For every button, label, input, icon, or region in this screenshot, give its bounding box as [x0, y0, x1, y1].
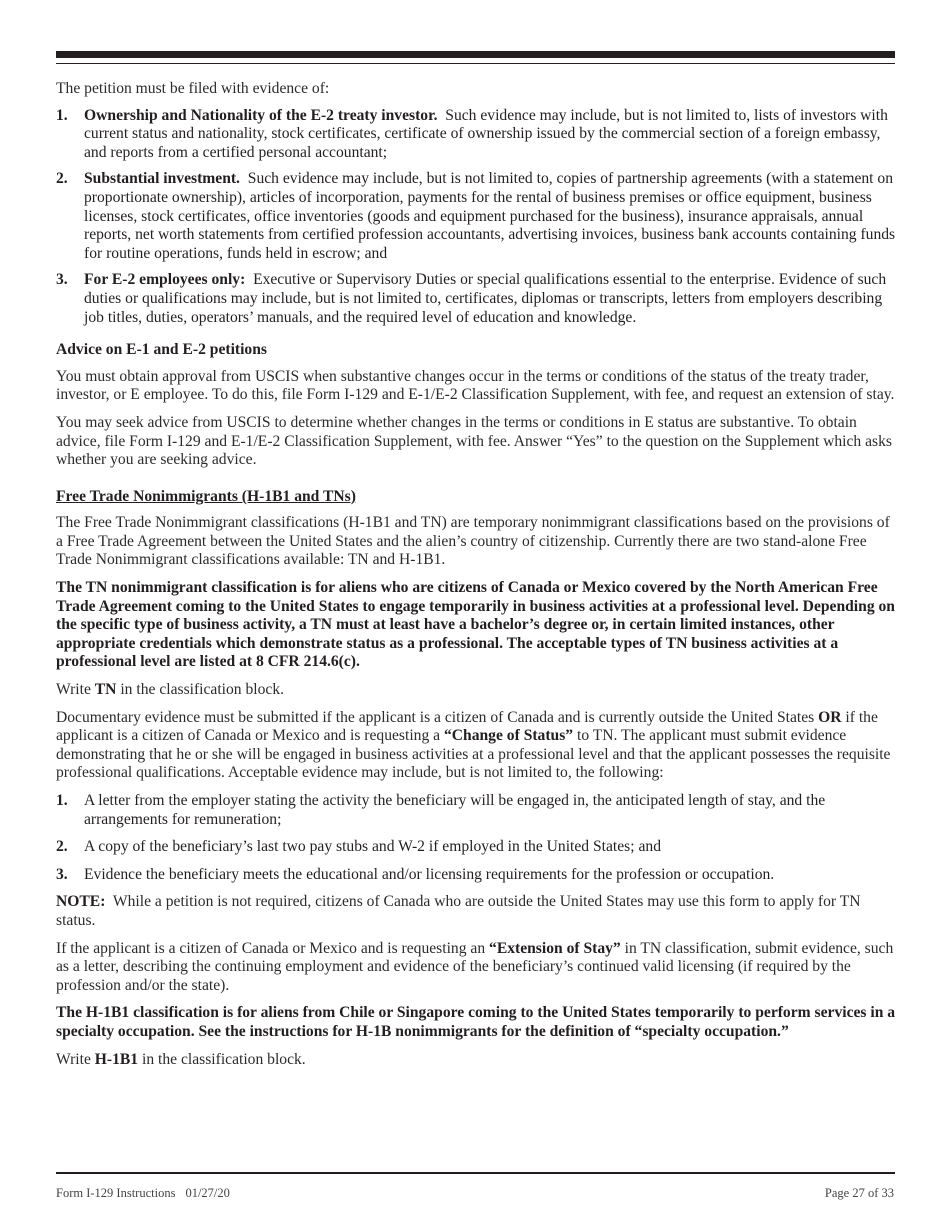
- footer-form-info: [56, 1186, 230, 1201]
- extension-of-stay-emphasis: “Extension of Stay”: [489, 939, 621, 957]
- note-paragraph: NOTE: While a petition is not required, citizens of Canada who are outside the United States may use this form to apply for TN status.: [56, 893, 865, 929]
- h1b1-bold-paragraph: The H-1B1 classification is for aliens from Chile or Singapore coming to the United States temporarily to perform services in a specialty occupation. See the instructions for H-1B nonimmigrants for the definition of “specialty occupation.”: [56, 1004, 896, 1040]
- ftn-heading: Free Trade Nonimmigrants (H-1B1 and TNs): [56, 487, 356, 505]
- list-number: 1.: [56, 792, 68, 809]
- extension-paragraph: If the applicant is a citizen of Canada or Mexico and is requesting an “Extension of Stay” in TN classification, submit evidence, such as a letter, describing the continuing employment and evidence of the beneficiary’s continued valid licensing (if required by the profession and/or the state).: [56, 939, 894, 994]
- footer-page-number: Page 27 of 33: [824, 1186, 894, 1200]
- footer-date: 01/27/20: [185, 1186, 230, 1200]
- footer-rule: [56, 1172, 895, 1174]
- advice-paragraph-2: You may seek advice from USCIS to determine whether changes in the terms or conditions in E status are substantive. To obtain advice, file Form I-129 and E-1/E-2 Classification Supplement, with fee. Answer “Yes” to the question on the Supplement which asks whether you are seeking advice.: [56, 413, 892, 469]
- list-item-text: Such evidence may include, but is not limited to, lists of investors with current status and nationality, stock certificates, certificate of ownership issued by the commercial section of a foreign embassy, and reports from a certified personal accountant;: [84, 106, 888, 161]
- list-item: [56, 271, 896, 327]
- list-item-text: Such evidence may include, but is not limited to, copies of partnership agreements (with a statement on proportionate ownership), articles of incorporation, payments for the rental of business premises or office equipment, business licenses, stock certificates, office inventories (goods and equipment purchased for the business), insurance appraisals, annual reports, net worth statements from certified profession accountants, advertising invoices, business bank accounts containing funds for routine operations, funds held in escrow; and: [84, 170, 896, 262]
- write-tn-instruction: Write TN in the classification block.: [56, 681, 285, 699]
- h1b1-code: H-1B1: [94, 1050, 139, 1068]
- tn-evidence-list: [56, 792, 896, 884]
- tn-code: TN: [94, 681, 117, 699]
- list-number: 2.: [56, 838, 68, 856]
- list-item-text: A copy of the beneficiary’s last two pay stubs and W-2 if employed in the United States; and: [84, 838, 661, 856]
- list-number: 2.: [56, 170, 68, 188]
- advice-heading: Advice on E-1 and E-2 petitions: [56, 341, 267, 359]
- evidence-list: [56, 107, 896, 328]
- intro-text: The petition must be filed with evidence of:: [56, 80, 330, 97]
- list-number: 3.: [56, 271, 68, 289]
- advice-paragraph-1: You must obtain approval from USCIS when substantive changes occur in the terms or conditions of the status of the treaty trader, investor, or E employee. To do this, file Form I-129 and E-1/E-2 Classification Supplement, with fee, and request an extension of stay.: [56, 367, 895, 404]
- list-item: [56, 170, 896, 263]
- list-item-title: Ownership and Nationality of the E-2 treaty investor.: [84, 106, 438, 124]
- list-item-text: A letter from the employer stating the activity the beneficiary will be engaged in, the anticipated length of stay, and the arrangements for remuneration;: [84, 792, 826, 828]
- header-thin-rule: [56, 63, 895, 64]
- change-of-status-emphasis: “Change of Status”: [443, 727, 574, 745]
- note-label: NOTE:: [56, 893, 106, 911]
- list-item: [56, 792, 896, 829]
- list-item-title: For E-2 employees only:: [84, 271, 246, 289]
- list-number: 1.: [56, 106, 68, 124]
- or-emphasis: OR: [818, 708, 842, 726]
- header-thick-rule: [56, 51, 895, 58]
- documentary-evidence-paragraph: Documentary evidence must be submitted if the applicant is a citizen of Canada and is currently outside the United States OR if the applicant is a citizen of Canada or Mexico and is requesting a “Change of Status” to TN. The applicant must submit evidence demonstrating that he or she will be engaged in business activities at a professional level and that the applicant possesses the requisite professional qualifications. Acceptable evidence may include, but is not limited to, the following:: [56, 708, 891, 782]
- list-item: [56, 838, 896, 857]
- list-item: [56, 107, 896, 163]
- list-item-text: Executive or Supervisory Duties or special qualifications essential to the enterprise. Evidence of such duties or qualifications may include, but is not limited to, certificates, diplomas or transcripts, letters from employers describing job titles, duties, operators’ manuals, and the required level of education and knowledge.: [84, 271, 887, 326]
- tn-bold-paragraph: The TN nonimmigrant classification is for aliens who are citizens of Canada or Mexico covered by the North American Free Trade Agreement coming to the United States to engage temporarily in business activities at a professional level. Depending on the specific type of business activity, a TN must at least have a bachelor’s degree or, in certain limited instances, other appropriate credentials which demonstrate status as a professional. The acceptable types of TN business activities at a professional level are listed at 8 CFR 214.6(c).: [56, 579, 895, 671]
- footer-form-name: Form I-129 Instructions: [56, 1186, 176, 1200]
- page-content: [56, 80, 896, 1078]
- write-h1b1-instruction: Write H-1B1 in the classification block.: [56, 1050, 306, 1068]
- ftn-paragraph: The Free Trade Nonimmigrant classifications (H-1B1 and TN) are temporary nonimmigrant classifications based on the provisions of a Free Trade Agreement between the United States and the alien’s country of citizenship. Currently there are two stand-alone Free Trade Nonimmigrant classifications available: TN and H-1B1.: [56, 514, 890, 569]
- list-item: [56, 866, 896, 885]
- list-number: 3.: [56, 865, 68, 883]
- list-item-text: Evidence the beneficiary meets the educational and/or licensing requirements for the profession or occupation.: [84, 865, 775, 883]
- list-item-title: Substantial investment.: [84, 170, 240, 188]
